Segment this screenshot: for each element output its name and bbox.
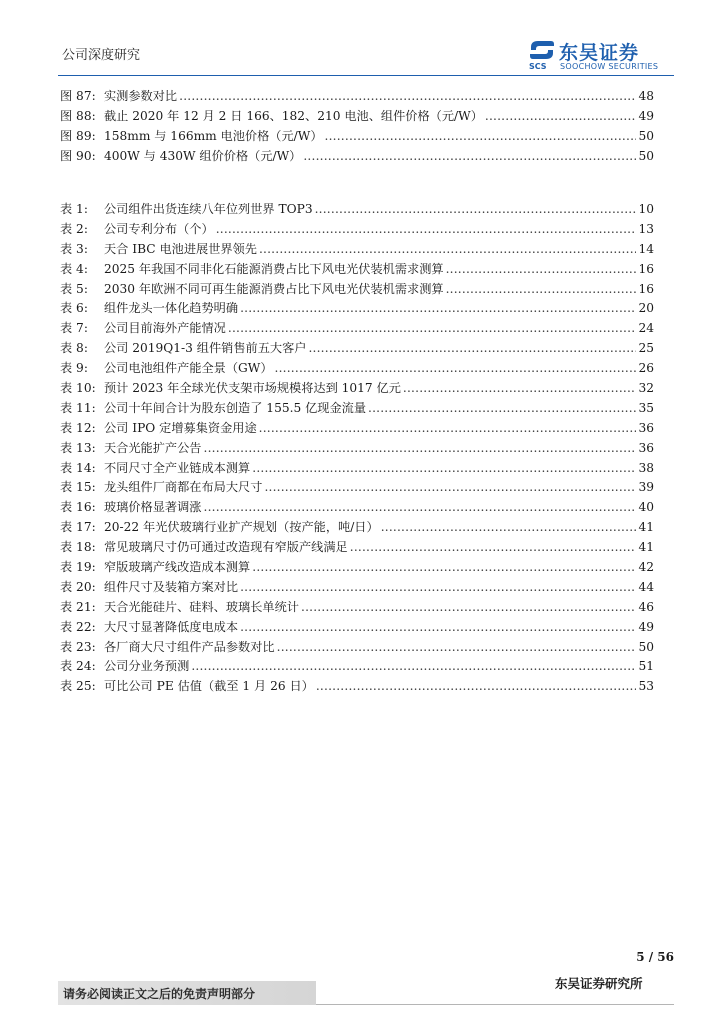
toc-entry-label: 表 5: [60, 281, 88, 296]
toc-entry-page: 53 [638, 679, 654, 694]
toc-entry[interactable] [60, 498, 654, 518]
toc-entry-label: 表 25: [60, 679, 96, 694]
toc-entry-label: 表 11: [60, 400, 96, 415]
header-title: 公司深度研究 [62, 48, 141, 63]
toc-leader-dots [485, 107, 636, 127]
toc-entry-title: 天合 IBC 电池进展世界领先 [104, 241, 257, 256]
toc-entry[interactable] [60, 439, 654, 459]
toc-entry-title: 龙头组件厂商都在布局大尺寸 [104, 480, 263, 495]
toc-entry[interactable] [60, 220, 654, 240]
toc-entry[interactable] [60, 518, 654, 538]
toc-entry-label: 图 87: [60, 89, 96, 103]
table-list [60, 200, 654, 697]
toc-entry-label: 表 2: [60, 221, 88, 236]
toc-entry-label: 表 19: [60, 560, 96, 575]
toc-entry-title: 组件龙头一体化趋势明确 [104, 301, 239, 316]
toc-leader-dots [204, 439, 637, 459]
toc-entry-page: 50 [638, 128, 654, 143]
toc-leader-dots [252, 459, 636, 479]
toc-entry-label: 表 4: [60, 261, 88, 276]
toc-entry[interactable] [60, 339, 654, 359]
toc-entry-page: 41 [638, 540, 654, 555]
toc-leader-dots [216, 220, 636, 240]
toc-entry-title: 预计 2023 年全球光伏支架市场规模将达到 1017 亿元 [104, 381, 401, 396]
toc-entry-title: 各厂商大尺寸组件产品参数对比 [104, 639, 275, 654]
footer-divider [316, 1004, 674, 1005]
toc-leader-dots [303, 147, 636, 167]
toc-entry-page: 46 [638, 599, 654, 614]
toc-entry-label: 表 15: [60, 480, 96, 495]
toc-entry-title: 大尺寸显著降低度电成本 [104, 619, 239, 634]
company-logo [527, 38, 677, 74]
toc-entry-label: 表 1: [60, 202, 88, 216]
toc-entry-page: 39 [638, 480, 654, 495]
toc-entry[interactable] [60, 200, 654, 220]
toc-entry-page: 36 [638, 440, 654, 455]
logo-mark-icon [527, 38, 557, 72]
toc-entry[interactable] [60, 638, 654, 658]
toc-leader-dots [316, 677, 636, 697]
toc-entry-label: 图 89: [60, 128, 96, 143]
toc-entry-label: 图 88: [60, 108, 96, 123]
toc-leader-dots [264, 478, 636, 498]
toc-entry-label: 表 3: [60, 241, 88, 256]
logo-english-name: SOOCHOW SECURITIES [560, 62, 659, 71]
toc-entry[interactable] [60, 618, 654, 638]
toc-entry-label: 表 8: [60, 341, 88, 356]
toc-entry-title: 2030 年欧洲不同可再生能源消费占比下风电光伏装机需求测算 [104, 281, 444, 296]
toc-entry-label: 表 23: [60, 639, 96, 654]
toc-leader-dots [368, 399, 636, 419]
toc-entry-label: 表 24: [60, 659, 96, 674]
toc-entry[interactable] [60, 359, 654, 379]
toc-entry-page: 20 [638, 301, 654, 316]
toc-leader-dots [381, 518, 636, 538]
toc-entry-page: 24 [638, 321, 654, 336]
toc-entry[interactable] [60, 299, 654, 319]
toc-entry[interactable] [60, 319, 654, 339]
toc-entry-label: 表 12: [60, 420, 96, 435]
toc-entry-page: 44 [638, 579, 654, 594]
toc-leader-dots [315, 200, 636, 220]
toc-entry-label: 表 13: [60, 440, 96, 455]
footer-disclaimer: 请务必阅读正文之后的免责声明部分 [63, 987, 256, 1001]
toc-leader-dots [252, 558, 636, 578]
toc-entry-page: 14 [638, 241, 654, 256]
toc-entry-page: 38 [638, 460, 654, 475]
toc-entry-label: 表 20: [60, 579, 96, 594]
toc-entry-label: 表 17: [60, 520, 96, 535]
toc-entry[interactable] [60, 147, 654, 167]
toc-entry-title: 2025 年我国不同非化石能源消费占比下风电光伏装机需求测算 [104, 261, 444, 276]
toc-entry-page: 35 [638, 400, 654, 415]
toc-entry[interactable] [60, 87, 654, 107]
toc-leader-dots [259, 240, 636, 260]
toc-entry-title: 公司目前海外产能情况 [104, 321, 226, 336]
footer-company: 东吴证券研究所 [555, 976, 643, 991]
toc-entry-title: 窄版玻璃产线改造成本测算 [104, 560, 251, 575]
toc-entry-page: 49 [638, 619, 654, 634]
toc-entry-label: 表 21: [60, 599, 96, 614]
toc-entry[interactable] [60, 538, 654, 558]
toc-entry-title: 截止 2020 年 12 月 2 日 166、182、210 电池、组件价格（元/W） [104, 108, 483, 123]
toc-leader-dots [259, 419, 636, 439]
toc-entry[interactable] [60, 657, 654, 677]
toc-entry-label: 图 90: [60, 148, 96, 163]
header-divider [58, 75, 674, 76]
toc-entry[interactable] [60, 399, 654, 419]
toc-leader-dots [446, 260, 636, 280]
logo-mark-text: SCS [529, 62, 547, 71]
toc-entry[interactable] [60, 419, 654, 439]
toc-entry-title: 天合光能扩产公告 [104, 440, 202, 455]
toc-leader-dots [446, 280, 636, 300]
toc-entry[interactable] [60, 478, 654, 498]
toc-entry-title: 组件尺寸及装箱方案对比 [104, 579, 239, 594]
toc-entry-page: 36 [638, 420, 654, 435]
toc-entry-page: 10 [638, 202, 654, 216]
figure-list [60, 87, 654, 167]
toc-entry-title: 公司 2019Q1-3 组件销售前五大客户 [104, 341, 307, 356]
toc-entry-page: 50 [638, 148, 654, 163]
logo-chinese-name: 东吴证券 [559, 42, 640, 64]
toc-entry-label: 表 9: [60, 361, 88, 376]
page-number: 5 / 56 [636, 950, 674, 964]
toc-entry-page: 13 [638, 221, 654, 236]
toc-entry-page: 16 [638, 281, 654, 296]
toc-entry-page: 26 [638, 361, 654, 376]
toc-entry-page: 40 [638, 500, 654, 515]
toc-entry-title: 实测参数对比 [104, 89, 178, 103]
toc-entry-title: 公司电池组件产能全景（GW） [104, 361, 273, 376]
toc-entry-label: 表 14: [60, 460, 96, 475]
toc-leader-dots [403, 379, 636, 399]
toc-entry-page: 48 [638, 89, 654, 103]
toc-entry-title: 不同尺寸全产业链成本测算 [104, 460, 251, 475]
toc-entry-title: 20-22 年光伏玻璃行业扩产规划（按产能，吨/日） [104, 520, 379, 535]
toc-entry[interactable] [60, 578, 654, 598]
toc-entry-title: 公司 IPO 定增募集资金用途 [104, 420, 257, 435]
toc-leader-dots [240, 578, 636, 598]
toc-entry-title: 公司组件出货连续八年位列世界 TOP3 [104, 202, 313, 216]
toc-entry[interactable] [60, 677, 654, 697]
toc-entry-label: 表 16: [60, 500, 96, 515]
toc-entry-label: 表 10: [60, 381, 96, 396]
toc-entry-page: 25 [638, 341, 654, 356]
toc-entry-label: 表 22: [60, 619, 96, 634]
toc-entry-title: 158mm 与 166mm 电池价格（元/W） [104, 128, 323, 143]
toc-leader-dots [179, 87, 636, 107]
toc-entry-title: 天合光能硅片、硅料、玻璃长单统计 [104, 599, 299, 614]
toc-entry[interactable] [60, 280, 654, 300]
toc-entry-label: 表 18: [60, 540, 96, 555]
toc-leader-dots [240, 618, 636, 638]
toc-entry[interactable] [60, 459, 654, 479]
toc-leader-dots [325, 127, 636, 147]
toc-entry[interactable] [60, 379, 654, 399]
toc-leader-dots [191, 657, 636, 677]
toc-entry-title: 400W 与 430W 组价价格（元/W） [104, 148, 302, 163]
toc-entry-page: 51 [638, 659, 654, 674]
toc-entry-page: 49 [638, 108, 654, 123]
toc-entry[interactable] [60, 240, 654, 260]
toc-entry[interactable] [60, 260, 654, 280]
toc-leader-dots [275, 359, 636, 379]
toc-entry-title: 公司十年间合计为股东创造了 155.5 亿现金流量 [104, 400, 367, 415]
toc-entry-page: 42 [638, 560, 654, 575]
toc-entry-title: 公司专利分布（个） [104, 221, 214, 236]
toc-entry[interactable] [60, 127, 654, 147]
toc-entry-title: 常见玻璃尺寸仍可通过改造现有窄版产线满足 [104, 540, 348, 555]
toc-entry-page: 50 [638, 639, 654, 654]
toc-entry-title: 公司分业务预测 [104, 659, 190, 674]
toc-entry-page: 32 [638, 381, 654, 396]
toc-leader-dots [350, 538, 636, 558]
toc-entry-label: 表 6: [60, 301, 88, 316]
toc-leader-dots [277, 638, 636, 658]
toc-leader-dots [240, 299, 636, 319]
toc-entry-title: 可比公司 PE 估值（截至 1 月 26 日） [104, 679, 314, 694]
toc-entry-label: 表 7: [60, 321, 88, 336]
toc-entry-page: 16 [638, 261, 654, 276]
toc-entry[interactable] [60, 598, 654, 618]
toc-entry-title: 玻璃价格显著调涨 [104, 500, 202, 515]
toc-entry-page: 41 [638, 520, 654, 535]
toc-leader-dots [228, 319, 636, 339]
toc-leader-dots [301, 598, 636, 618]
toc-leader-dots [308, 339, 636, 359]
toc-entry[interactable] [60, 107, 654, 127]
toc-leader-dots [204, 498, 637, 518]
toc-entry[interactable] [60, 558, 654, 578]
